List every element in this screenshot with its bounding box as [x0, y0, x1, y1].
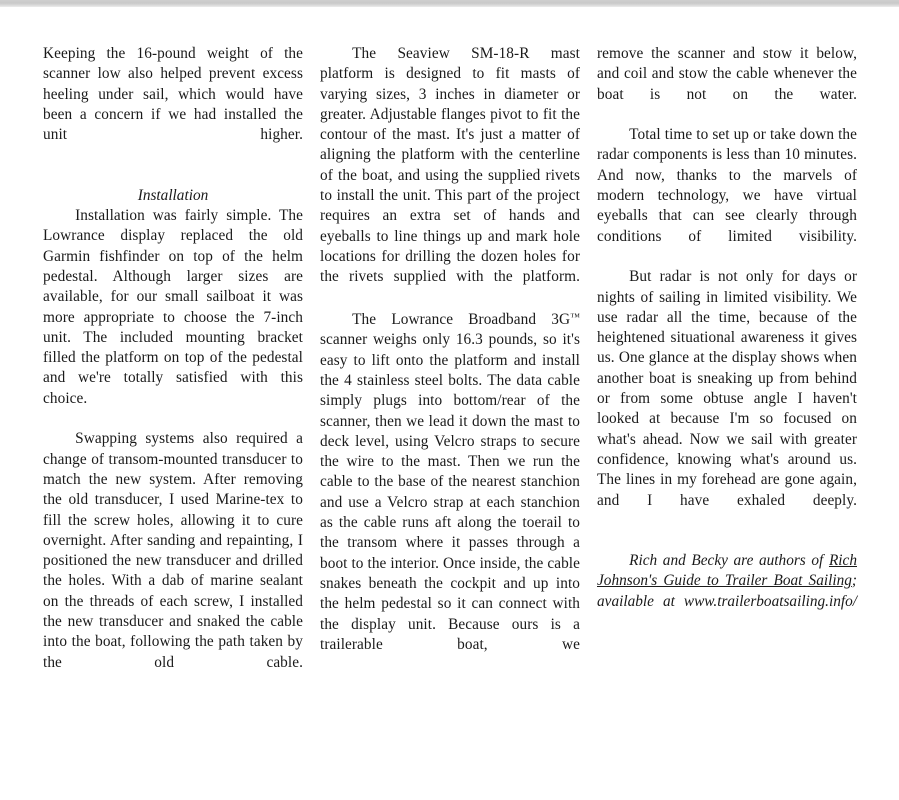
- text-column-3: [597, 44, 857, 632]
- heading-spacer: [43, 166, 303, 186]
- trademark-symbol: ™: [570, 311, 580, 323]
- paragraph: But radar is not only for days or nights of sailing in limited visibility. We use radar all the time, because of the heightened situational awareness it gives us. One glance at the display shows when another boat is sneaking up from behind or from some obtuse angle I haven't looked at because I'm so focused on what's ahead. Now we sail with greater confidence, knowing what's around us. The lines in my forehead are gone again, and I have exhaled deeply.: [597, 268, 857, 509]
- paragraph-text-before-trademark: The Lowrance Broadband 3G: [352, 311, 571, 329]
- paragraph: Swapping systems also required a change of transom-mounted transducer to match the new system. After removing the old transducer, I used Marine-tex to fill the screw holes, allowing it to cure overnight. After sanding and repainting, I positioned the new transducer and drilled the holes. With a dab of marine sealant on the threads of each screw, I installed the new transducer and snaked the cable into the boat, following the path taken by the old cable.: [43, 430, 303, 671]
- byline-lead-text: Rich and Becky are authors of: [629, 552, 829, 570]
- paragraph-text-after-trademark: scanner weighs only 16.3 pounds, so it's easy to lift onto the platform and install the 4 stainless steel bolts. The data cable simply plugs into bottom/rear of the scanner, then we lead it down the mast to deck level, using Velcro straps to secure the wire to the mast. Then we run the cable to the base of the nearest stanchion and use a Velcro strap at each stanchion as the cable runs aft along the toerail to the transom where it passes through a boot to the interior. Once inside, the cable snakes beneath the cockpit and up into the helm pedestal so it can connect with the display unit. Because ours is a trailerable boat, we: [320, 331, 580, 653]
- byline-spacer: [597, 531, 857, 551]
- three-column-body: [43, 44, 857, 671]
- author-byline: [597, 551, 857, 632]
- text-column-2: [320, 44, 580, 675]
- paragraph: The Seaview SM-18-R mast platform is designed to fit masts of varying sizes, 3 inches in diameter or greater. Adjustable flanges pivot to fit the contour of the mast. It's just a matter of aligning the platform with the centerline of the boat, and using the supplied rivets to install the unit. This part of the project requires an extra set of hands and eyeballs to line things up and mark hole locations for drilling the dozen holes for the rivets supplied with the platform.: [320, 45, 580, 286]
- paragraph: Total time to set up or take down the radar components is less than 10 minutes. And now, thanks to the marvels of modern technology, we have virtual eyeballs that can see clearly through conditions of limited visibility.: [597, 126, 857, 245]
- page-top-edge-band: [0, 0, 899, 7]
- paragraph: remove the scanner and stow it below, and coil and stow the cable whenever the boat is not on the water.: [597, 45, 857, 103]
- paragraph: Installation was fairly simple. The Lowrance display replaced the old Garmin fishfinder on top of the helm pedestal. Although larger sizes are available, for our small sailboat it was more appropriate to choose the 7-inch unit. The included mounting bracket filled the platform on top of the pedestal and we're totally satisfied with this choice.: [43, 207, 303, 407]
- paragraph: Keeping the 16-pound weight of the scanner low also helped prevent excess heeling under sail, which would have been a concern if we had installed the unit higher.: [43, 45, 303, 144]
- byline-book-title: Rich Johnson's Guide to Trailer Boat Sailing: [597, 552, 857, 590]
- byline-tail-text: ; available at www.trailerboatsailing.info/: [597, 572, 857, 610]
- text-column-1: [43, 44, 303, 693]
- section-heading-installation: Installation: [137, 186, 209, 204]
- paragraph-scanner: [320, 308, 580, 676]
